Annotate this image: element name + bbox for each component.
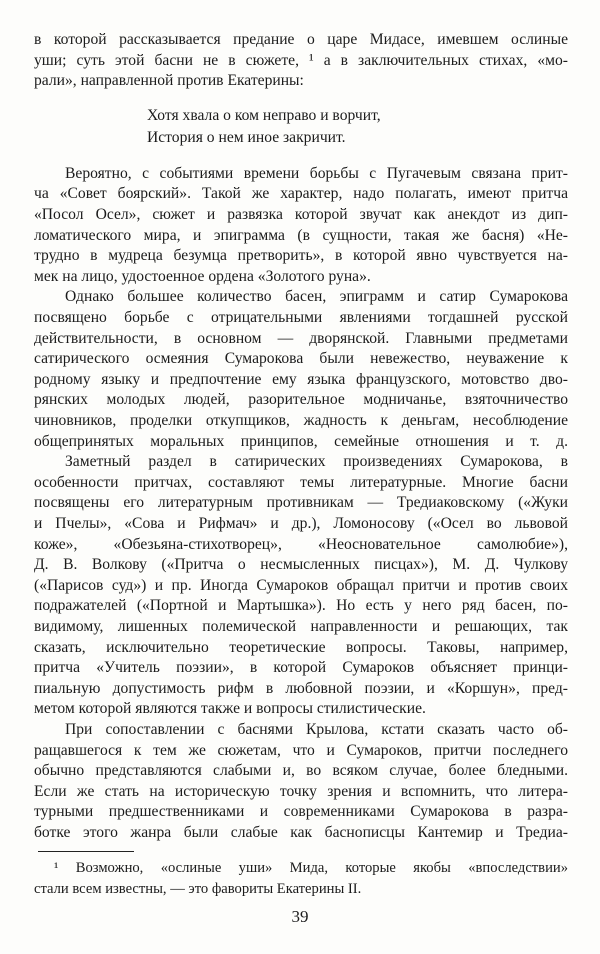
text-line: посвящено борьбе с отрицательными явлениями тогдашней русской (34, 309, 568, 326)
text-line: Однако большее количество басен, эпиграмм и сатир Сумарокова (65, 288, 568, 306)
text-line: в которой рассказывается предание о царе Мидасе, имевшем ослиные (34, 31, 568, 48)
text-line: уши; суть этой басни не в сюжете, ¹ а в заключительных стихах, «мо- (34, 51, 568, 69)
page-number: 39 (291, 907, 309, 926)
text-line: «Посол Осел», сюжет и развязка которой звучат как анекдот из дип- (34, 206, 568, 223)
text-line: рянских молодых людей, разорительное модничанье, взяточничество (34, 391, 568, 409)
text-line: Заметный раздел в сатирических произведениях Сумарокова, в (65, 453, 568, 471)
verse-line: История о нем иное закричит. (147, 128, 346, 146)
text-line: родному языку и предпочтение ему языка французского, мотовство дво- (34, 370, 568, 388)
verse-line: Хотя хвала о ком неправо и ворчит, (147, 106, 381, 124)
text-line: общепринятых моральных принципов, семейные отношения и т. д. (34, 432, 568, 450)
text-line: притча «Учитель поэзии», в которой Сумароков объясняет принци- (34, 659, 568, 677)
text-line: сатирического осмеяния Сумарокова были невежество, неуважение к (34, 350, 568, 368)
text-line: Вероятно, с событиями времени борьбы с Пугачевым связана прит- (65, 164, 568, 182)
text-line: метом которой являются также и вопросы стилистические. (34, 700, 426, 718)
text-line: и Пчелы», «Сова и Рифмач» и др.), Ломоносову («Осел во львовой (34, 515, 568, 532)
text-line: мек на лицо, удостоенное ордена «Золотого руна». (34, 267, 371, 285)
text-line: («Парисов суд») и пр. Иногда Сумароков обращал притчи и против своих (34, 576, 568, 594)
text-line: Д. В. Волкову («Притча о несмысленных писцах»), М. Д. Чулкову (34, 556, 568, 574)
text-line: турными предшественниками и современниками Сумарокова в разра- (34, 803, 568, 821)
text-line: видимому, лишенных полемической направленности и решающих, так (34, 618, 568, 635)
text-line: подражателей («Портной и Мартышка»). Но есть у него ряд басен, по- (34, 597, 568, 615)
footnote-divider (38, 851, 134, 852)
text-line: коже», «Обезьяна-стихотворец», «Неосновательное самолюбие»), (34, 535, 568, 553)
footnote-line: ¹ Возможно, «ослиные уши» Мида, которые якобы «впоследствии» (54, 860, 568, 876)
text-line: чиновников, проделки откупщиков, жадность к деньгам, несоблюдение (34, 412, 568, 429)
text-line: Если же стать на историческую точку зрения и вспомнить, что литера- (34, 782, 568, 800)
text-line: действительности, в основном — дворянской. Главными предметами (34, 329, 568, 347)
text-line: ботке этого жанра были слабые как баснописцы Кантемир и Тредиа- (34, 824, 568, 841)
text-line: ча «Совет боярский». Такой же характер, надо полагать, имеют притча (34, 185, 568, 203)
text-line: рали», направленной против Екатерины: (34, 72, 304, 90)
text-line: трудно в мудреца безумца претворить», в которой явно чувствуется на- (34, 247, 568, 265)
footnote-line: стали всем известны, — это фавориты Екатерины II. (34, 881, 362, 897)
text-line: ломатического мира, и эпиграмма (в сущности, такая же басня) «Не- (34, 226, 568, 244)
text-line: При сопоставлении с баснями Крылова, кстати сказать часто об- (65, 721, 568, 738)
text-line: особенности притчах, составляют темы литературные. Многие басни (34, 473, 568, 491)
text-line: сказать, исключительно теоретические вопросы. Таковы, например, (34, 638, 568, 656)
text-line: посвящены его литературным противникам — Тредиаковскому («Жуки (34, 494, 568, 512)
text-line: обычно представляются слабыми и, во всяком случае, более бледными. (34, 762, 568, 780)
text-line: ращавшегося к тем же сюжетам, что и Сумароков, притчи последнего (34, 741, 568, 759)
text-line: пиальную допустимость рифм в любовной поэзии, и «Коршун», пред- (34, 679, 568, 697)
